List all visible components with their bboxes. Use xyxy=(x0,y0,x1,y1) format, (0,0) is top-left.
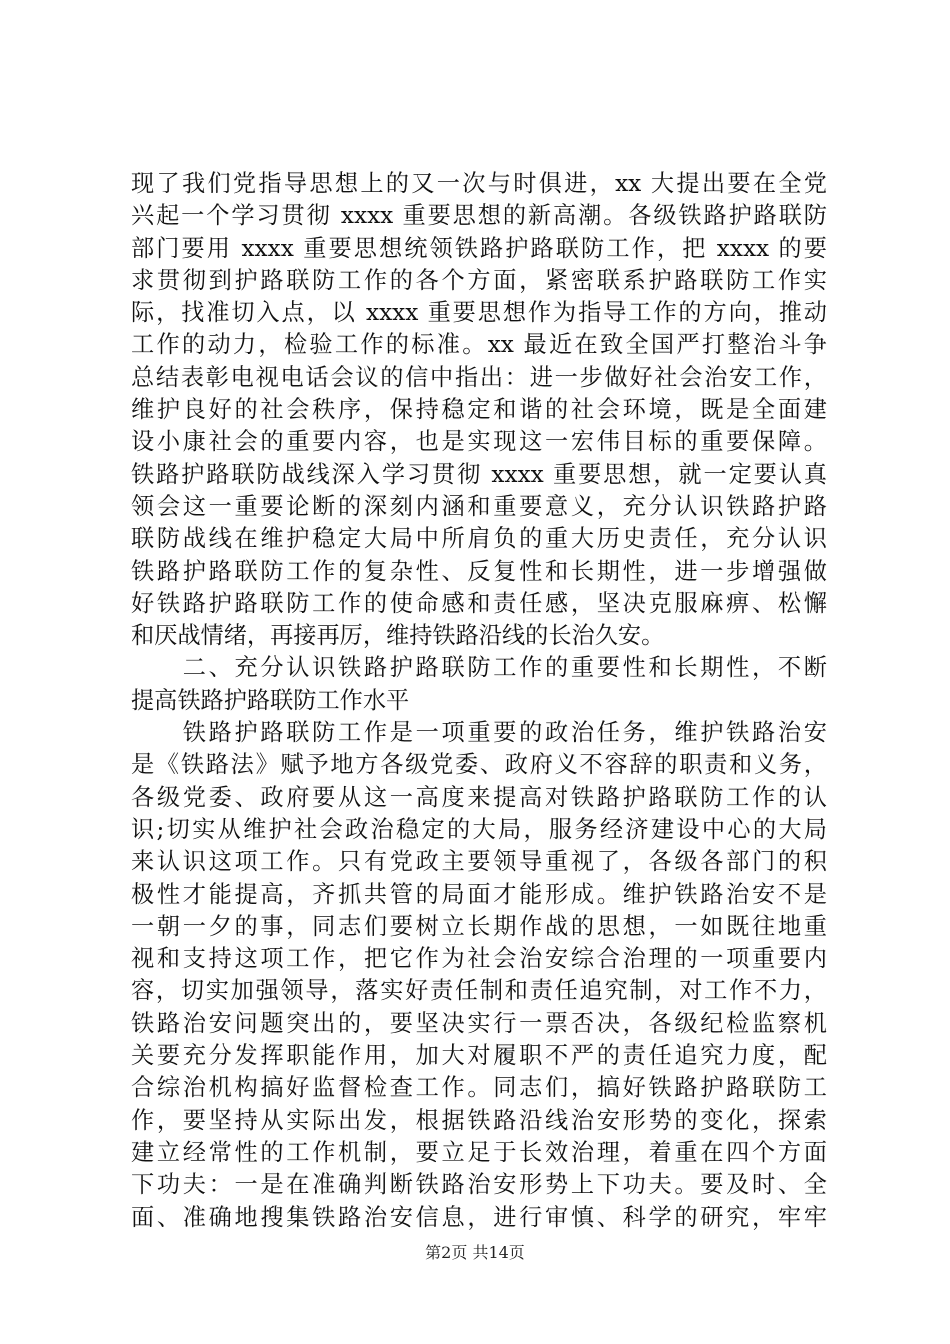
text-line: 和厌战情绪，再接再厉，维持铁路沿线的长治久安。 xyxy=(131,622,665,650)
text-line: 来认识这项工作。只有党政主要领导重视了，各级各部门的积 xyxy=(131,848,827,876)
text-line: 总结表彰电视电话会议的信中指出：进一步做好社会治安工作， xyxy=(131,363,827,391)
text-line: 识;切实从维护社会政治稳定的大局，服务经济建设中心的大局 xyxy=(131,815,827,843)
text-line: 设小康社会的重要内容，也是实现这一宏伟目标的重要保障。 xyxy=(131,428,827,456)
body-text xyxy=(131,168,827,1234)
text-line: 铁路治安问题突出的，要坚决实行一票否决，各级纪检监察机 xyxy=(131,1009,827,1037)
text-line: 维护良好的社会秩序，保持稳定和谐的社会环境，既是全面建 xyxy=(131,396,827,424)
text-line: 关要充分发挥职能作用，加大对履职不严的责任追究力度，配 xyxy=(131,1042,827,1070)
text-line: 容，切实加强领导，落实好责任制和责任追究制，对工作不力， xyxy=(131,977,827,1005)
text-line: 是《铁路法》赋予地方各级党委、政府义不容辞的职责和义务， xyxy=(131,751,827,779)
page-footer: 第2页 共14页 xyxy=(425,1243,525,1262)
text-line: 部门要用 xxxx 重要思想统领铁路护路联防工作，把 xxxx 的要 xyxy=(131,234,827,262)
text-line: 领会这一重要论断的深刻内涵和重要意义，充分认识铁路护路 xyxy=(131,492,827,520)
text-line: 下功夫：一是在准确判断铁路治安形势上下功夫。要及时、全 xyxy=(131,1171,827,1199)
text-line: 合综治机构搞好监督检查工作。同志们，搞好铁路护路联防工 xyxy=(131,1074,827,1102)
text-line: 视和支持这项工作，把它作为社会治安综合治理的一项重要内 xyxy=(131,945,827,973)
text-line: 各级党委、政府要从这一高度来提高对铁路护路联防工作的认 xyxy=(131,783,827,811)
text-line: 极性才能提高，齐抓共管的局面才能形成。维护铁路治安不是 xyxy=(131,880,827,908)
text-line: 铁路护路联防工作是一项重要的政治任务，维护铁路治安 xyxy=(131,719,827,747)
text-line: 一朝一夕的事，同志们要树立长期作战的思想，一如既往地重 xyxy=(131,912,827,940)
text-line: 工作的动力，检验工作的标准。xx 最近在致全国严打整治斗争 xyxy=(131,331,827,359)
text-line: 二、充分认识铁路护路联防工作的重要性和长期性，不断 xyxy=(131,654,827,682)
text-line: 际，找准切入点，以 xxxx 重要思想作为指导工作的方向，推动 xyxy=(131,299,827,327)
text-line: 求贯彻到护路联防工作的各个方面，紧密联系护路联防工作实 xyxy=(131,266,827,294)
text-line: 兴起一个学习贯彻 xxxx 重要思想的新高潮。各级铁路护路联防 xyxy=(131,202,827,230)
text-line: 好铁路护路联防工作的使命感和责任感，坚决克服麻痹、松懈 xyxy=(131,589,827,617)
text-line: 铁路护路联防工作的复杂性、反复性和长期性，进一步增强做 xyxy=(131,557,827,585)
text-line: 联防战线在维护稳定大局中所肩负的重大历史责任，充分认识 xyxy=(131,525,827,553)
text-line: 面、准确地搜集铁路治安信息，进行审慎、科学的研究，牢牢 xyxy=(131,1203,827,1231)
text-line: 现了我们党指导思想上的又一次与时俱进，xx 大提出要在全党 xyxy=(131,170,827,197)
text-line: 铁路护路联防战线深入学习贯彻 xxxx 重要思想，就一定要认真 xyxy=(131,460,827,488)
text-line: 建立经常性的工作机制，要立足于长效治理，着重在四个方面 xyxy=(131,1138,827,1166)
text-line: 作，要坚持从实际出发，根据铁路沿线治安形势的变化，探索 xyxy=(131,1106,827,1134)
text-line: 提高铁路护路联防工作水平 xyxy=(131,686,410,714)
